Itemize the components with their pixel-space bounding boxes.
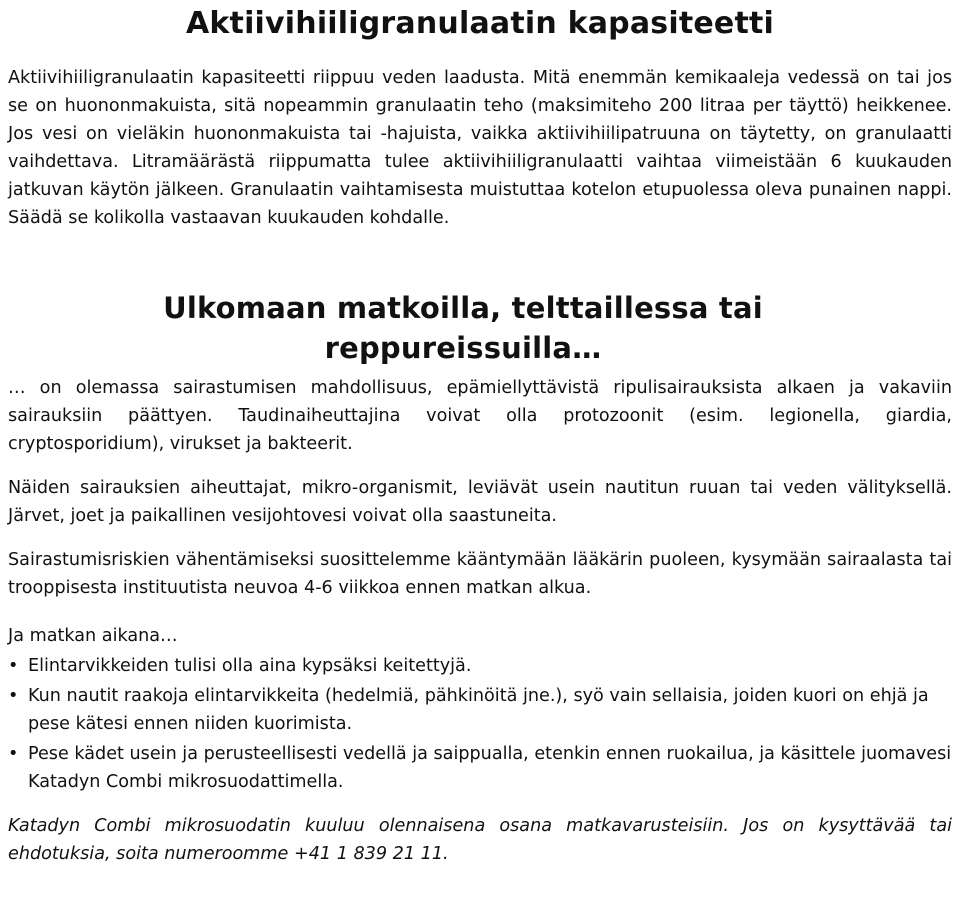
travel-paragraph-spread: Näiden sairauksien aiheuttajat, mikro-organismit, leviävät usein nautitun ruuan tai veden välityksellä. Järvet, joet ja paikallinen vesijohtovesi voivat olla saastuneita. (8, 478, 952, 526)
list-item-text: Elintarvikkeiden tulisi olla aina kypsäksi keitettyjä. (28, 656, 472, 676)
list-item-text: Pese kädet usein ja perusteellisesti vedellä ja saippualla, etenkin ennen ruokailua, ja käsittele juomavesi Katadyn Combi mikrosuodattimella. (28, 744, 952, 792)
bullet-dot: • (8, 656, 19, 676)
list-item (8, 652, 952, 680)
document-page (8, 0, 952, 868)
travel-paragraph-risks: … on olemassa sairastumisen mahdollisuus, epämiellyttävistä ripulisairauksista alkaen ja vakaviin sairauksiin päättyen. Taudinaiheuttajina voivat olla protozoonit (esim. legionella, giardia, cryptosporidium), virukset ja bakteerit. (8, 378, 952, 454)
list-intro: Ja matkan aikana… (8, 626, 178, 646)
list-item (8, 682, 952, 738)
list-item-text: Kun nautit raakoja elintarvikkeita (hedelmiä, pähkinöitä jne.), syö vain sellaisia, joiden kuori on ehjä ja pese kätesi ennen niiden kuorimista. (28, 686, 929, 734)
closing-note (8, 812, 952, 868)
list-item (8, 740, 952, 796)
bullet-dot: • (8, 744, 19, 764)
granulate-capacity-paragraph: Aktiivihiiligranulaatin kapasiteetti riippuu veden laadusta. Mitä enemmän kemikaaleja vedessä on tai jos se on huononmakuista, sitä nopeammin granulaatin teho (maksimiteho 200 litraa per täyttö) heikkenee. Jos vesi on vieläkin huononmakuista tai -hajuista, vaikka aktiivihiilipatruuna on täytetty, on granulaatti vaihdettava. Litramäärästä riippumatta tulee aktiivihiiligranulaatti vaihtaa viimeistään 6 kuukauden jatkuvan käytön jälkeen. Granulaatin vaihtamisesta muistuttaa kotelon etupuolessa oleva punainen nappi. Säädä se kolikolla vastaavan kuukauden kohdalle. (8, 68, 952, 228)
travel-paragraph-advice: Sairastumisriskien vähentämiseksi suosittelemme kääntymään lääkärin puoleen, kysymään sairaalasta tai trooppisesta instituutista neuvoa 4-6 viikkoa ennen matkan alkua. (8, 550, 952, 598)
section-title-granulate-capacity: Aktiivihiiligranulaatin kapasiteetti (185, 6, 775, 41)
section-title-travel: Ulkomaan matkoilla, telttaillessa tai reppureissuilla… (163, 291, 763, 365)
bullet-dot: • (8, 686, 19, 706)
closing-paragraph: Katadyn Combi mikrosuodatin kuuluu olennaisena osana matkavarusteisiin. Jos on kysyttävää tai ehdotuksia, soita numeroomme +41 1 839 21 11. (8, 816, 952, 864)
advice-list (8, 652, 952, 796)
